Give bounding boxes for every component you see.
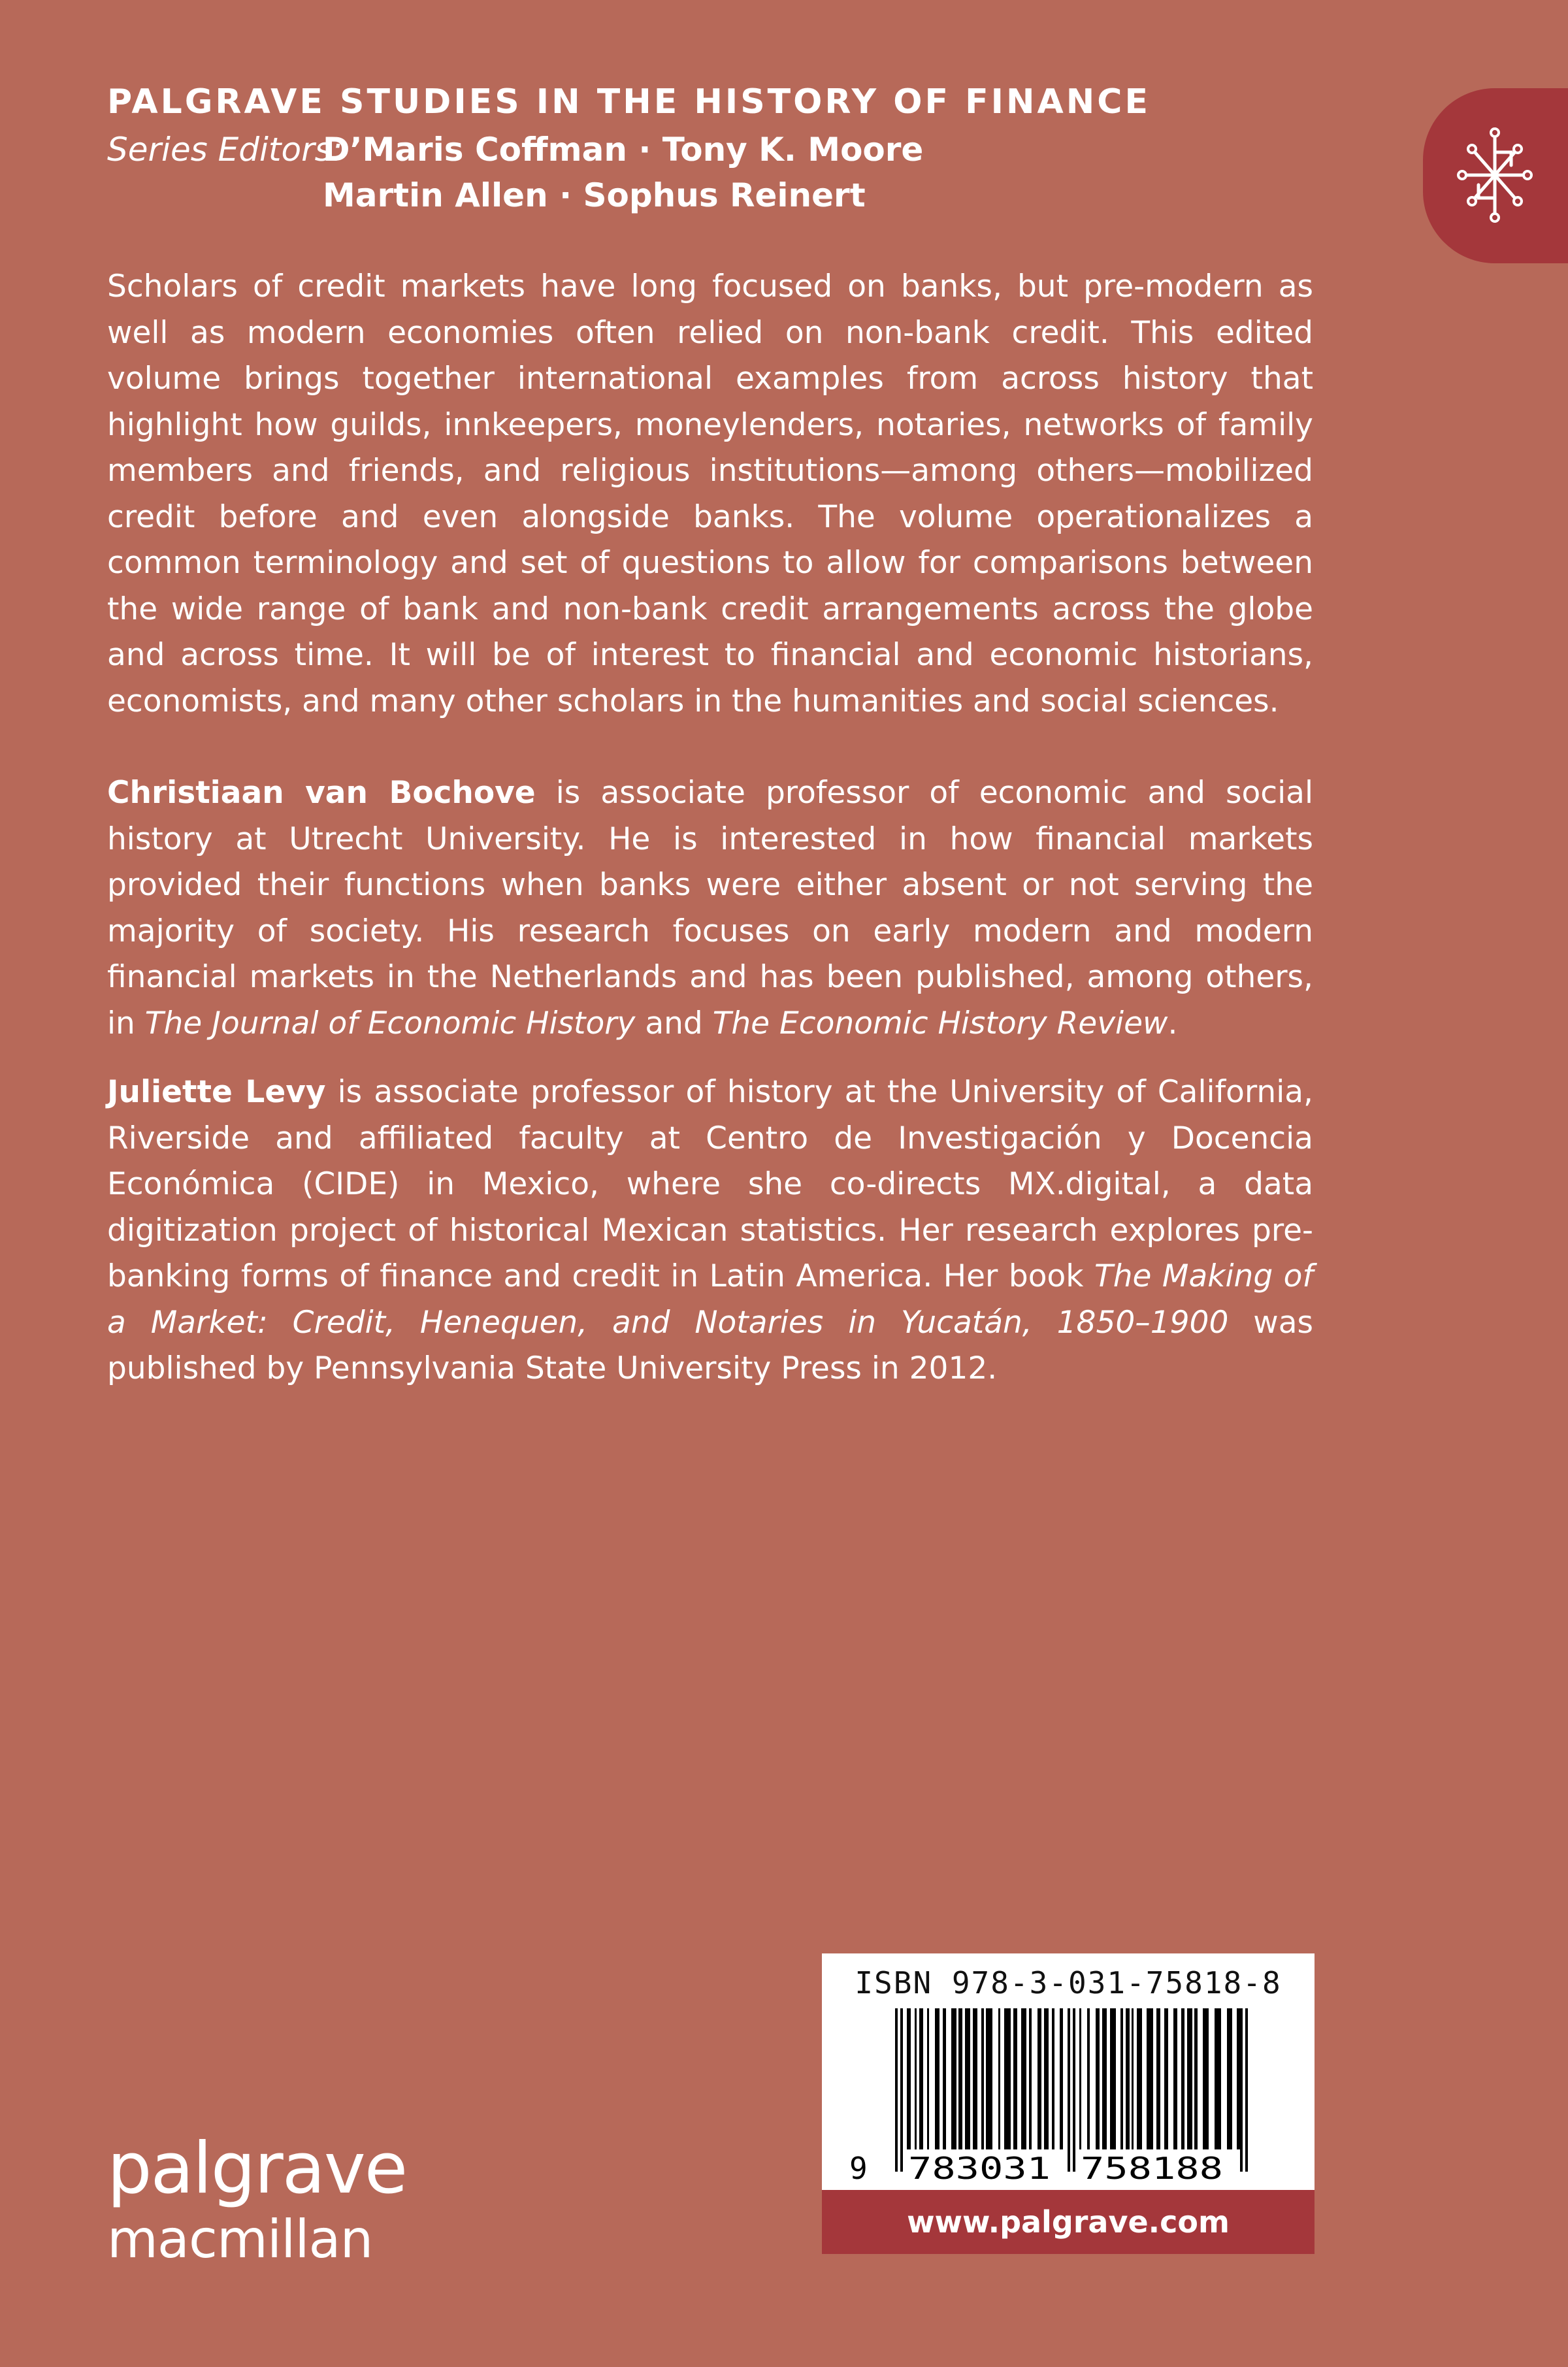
author-bio-bochove-text: is associate professor of economic and social history at Utrecht University. He is interested in how financial markets provided their functions when banks were either absent or not serving the majority of society. His research focuses on early modern and modern financial markets in the Netherlands and has been published, among others, in xyxy=(107,775,1313,1041)
publisher-logo xyxy=(107,2130,406,2271)
barcode-bar xyxy=(965,2008,970,2149)
barcode-bar xyxy=(1215,2008,1221,2149)
barcode-bar xyxy=(943,2008,946,2149)
series-title: PALGRAVE STUDIES IN THE HISTORY OF FINANCE xyxy=(107,82,1151,122)
bio1-end: . xyxy=(1168,1005,1178,1041)
barcode-bar xyxy=(927,2008,929,2149)
barcode-bar xyxy=(1110,2008,1116,2149)
barcode-bar xyxy=(900,2008,903,2172)
barcode-bar xyxy=(895,2008,898,2172)
barcode-bar xyxy=(915,2008,917,2149)
barcode-bar xyxy=(1052,2008,1054,2149)
author-name-bochove: Christiaan van Bochove xyxy=(107,775,536,811)
barcode-bar xyxy=(1240,2008,1243,2172)
barcode-bar xyxy=(973,2008,977,2149)
barcode-bar xyxy=(919,2008,923,2149)
barcode-bar xyxy=(1126,2008,1130,2149)
back-cover-body xyxy=(107,264,1313,1392)
barcode-bar xyxy=(1137,2008,1142,2149)
barcode-bar xyxy=(1073,2008,1075,2172)
author-name-levy: Juliette Levy xyxy=(107,1074,326,1110)
publisher-logo-line1: palgrave xyxy=(107,2128,407,2210)
barcode-bar xyxy=(1156,2008,1160,2149)
barcode-bar xyxy=(1120,2008,1123,2149)
palgrave-network-icon xyxy=(1456,126,1534,224)
barcode-bar xyxy=(1147,2008,1153,2149)
author-bio-bochove xyxy=(107,770,1313,1047)
barcode-bar xyxy=(1173,2008,1177,2149)
barcode-bar xyxy=(1013,2008,1017,2149)
barcode-bar xyxy=(935,2008,939,2149)
barcode-bar xyxy=(1102,2008,1107,2149)
barcode-bar xyxy=(907,2008,911,2149)
series-editors-label: Series Editors: xyxy=(107,131,343,169)
author-bio-levy-text: is associate professor of history at the University of California, Riverside and affiliated faculty at Centro de Investigación y Docencia Económica (CIDE) in Mexico, where she co-directs MX.digital, a data digitization project of historical Mexican statistics. Her research explores pre-banking forms of finance and credit in Latin America. Her book xyxy=(107,1074,1313,1294)
barcode-bar xyxy=(1004,2008,1011,2149)
publisher-url-bar xyxy=(822,2190,1315,2254)
barcode-bar xyxy=(1194,2008,1198,2149)
barcode-bar xyxy=(986,2008,992,2149)
conjunction-and: and xyxy=(635,1005,713,1041)
barcode-bar xyxy=(951,2008,956,2149)
barcode-bar xyxy=(998,2008,1000,2149)
journal-title-2: The Economic History Review xyxy=(712,1005,1168,1041)
barcode-bar xyxy=(1087,2008,1090,2149)
barcode-bar xyxy=(1037,2008,1041,2149)
barcode-bar xyxy=(1029,2008,1032,2149)
barcode-bar xyxy=(1181,2008,1184,2149)
barcode-bar xyxy=(1060,2008,1063,2149)
barcode-bar xyxy=(1164,2008,1168,2149)
barcode-bar xyxy=(958,2008,962,2149)
barcode-digits-left: 783031 xyxy=(908,2151,1051,2186)
barcode-bar xyxy=(981,2008,984,2149)
barcode-bar xyxy=(1132,2008,1134,2149)
barcode-bar xyxy=(1068,2008,1070,2172)
journal-title-1: The Journal of Economic History xyxy=(144,1005,636,1041)
barcode-bar xyxy=(1245,2008,1248,2172)
barcode-digit-first: 9 xyxy=(849,2151,868,2186)
isbn-barcode xyxy=(822,1953,1315,2190)
publisher-logo-line2: macmillan xyxy=(107,2209,373,2270)
series-editors-line2: Martin Allen · Sophus Reinert xyxy=(323,176,866,214)
barcode-bar xyxy=(1044,2008,1049,2149)
barcode-bar xyxy=(1079,2008,1081,2149)
barcode-bar xyxy=(1021,2008,1026,2149)
series-logo-badge xyxy=(1423,88,1568,263)
barcode-bar xyxy=(1187,2008,1192,2149)
bio2-end: was published by Pennsylvania State University Press in 2012. xyxy=(107,1304,1314,1386)
barcode-bar xyxy=(1096,2008,1100,2149)
barcode-graphic xyxy=(822,1953,1315,2190)
series-editors-row xyxy=(107,127,1348,172)
book-title: The Making of a Market: Credit, Henequen, and Notaries in Yucatán, 1850–1900 xyxy=(107,1258,1313,1341)
barcode-digits-right: 758188 xyxy=(1081,2151,1223,2186)
series-editors-line1: D’Maris Coffman · Tony K. Moore xyxy=(323,131,924,169)
author-bio-levy xyxy=(107,1069,1313,1392)
series-header xyxy=(107,77,1348,218)
barcode-bar xyxy=(1203,2008,1209,2149)
series-editors-row-2 xyxy=(107,172,1348,218)
barcode-bar xyxy=(1227,2008,1232,2149)
book-description: Scholars of credit markets have long focused on banks, but pre-modern as well as modern economies often relied on non-bank credit. This edited volume brings together international examples from across history that highlight how guilds, innkeepers, moneylenders, notaries, networks of family members and friends, and religious institutions—among others—mobilized credit before and even alongside banks. The volume operationalizes a common terminology and set of questions to allow for comparisons between the wide range of bank and non-bank credit arrangements across the globe and across time. It will be of interest to financial and economic historians, economists, and many other scholars in the humanities and social sciences. xyxy=(107,269,1313,719)
isbn-label: ISBN 978-3-031-75818-8 xyxy=(855,1965,1282,2000)
publisher-url: www.palgrave.com xyxy=(907,2204,1230,2240)
